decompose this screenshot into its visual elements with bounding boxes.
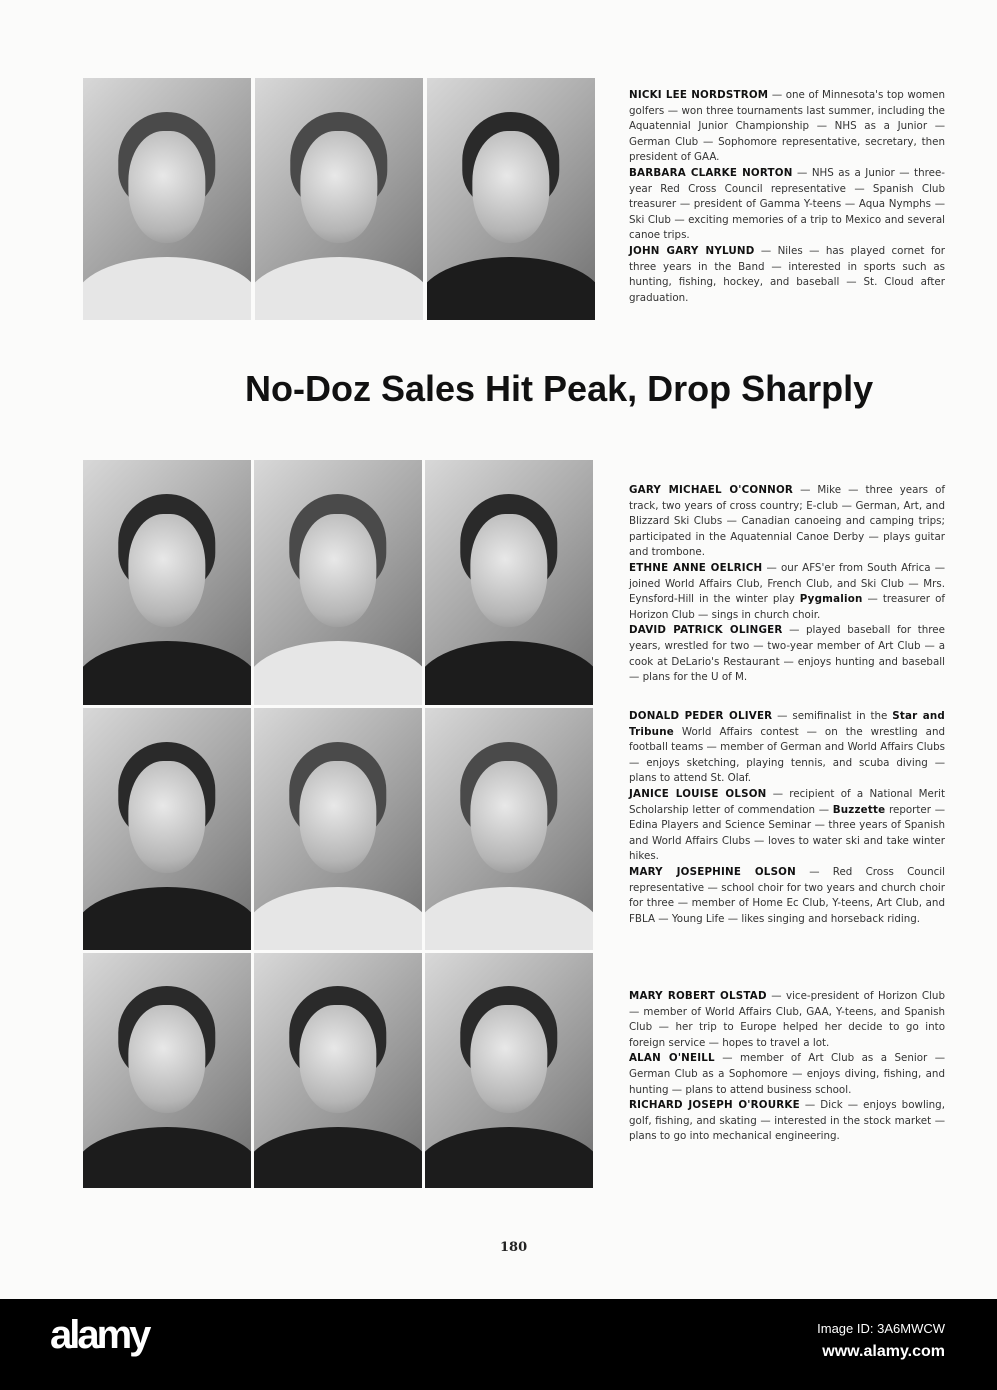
portrait-body bbox=[425, 1127, 593, 1188]
portrait-face bbox=[470, 761, 547, 872]
portrait-photo bbox=[425, 460, 593, 705]
bio-text: — treasurer of Horizon Club — sings in church choir. bbox=[629, 593, 945, 621]
student-name: ALAN O'NEILL bbox=[629, 1052, 715, 1065]
student-name: JANICE LOUISE OLSON bbox=[629, 787, 767, 800]
alamy-logo: alamy bbox=[50, 1313, 149, 1357]
portrait-photo bbox=[254, 460, 422, 705]
student-bio bbox=[629, 709, 945, 787]
student-bio bbox=[629, 1098, 945, 1145]
main-portrait-grid bbox=[83, 460, 593, 1188]
site-url: www.alamy.com bbox=[822, 1343, 945, 1360]
portrait-photo bbox=[427, 78, 595, 320]
student-bio bbox=[629, 989, 945, 1051]
portrait-body bbox=[83, 641, 251, 705]
student-bio bbox=[629, 483, 945, 561]
bio-text: — Mike — three years of track, two years of cross country; E-club — German, Art, and Blizzard Ski Clubs — Canadian canoeing and camping trips; participated in the Aquatennial Canoe Derby — plays guitar and trombone. bbox=[629, 484, 945, 559]
student-bio bbox=[629, 561, 945, 623]
bio-text: — Red Cross Council representative — school choir for two years and church choir for three — member of Home Ec Club, Y-teens, Art Club, and FBLA — Young Life — likes singing and horseback riding. bbox=[629, 865, 945, 925]
bio-text: — semifinalist in the bbox=[772, 710, 893, 722]
student-bio bbox=[629, 244, 945, 306]
portrait-photo bbox=[83, 460, 251, 705]
bio-text: — one of Minnesota's top women golfers — won three tournaments last summer, including the Aquatennial Junior Championship — NHS as a Junior — German Club — Sophomore representative, secretary, then president of GAA. bbox=[629, 89, 945, 164]
portrait-body bbox=[254, 887, 422, 950]
bio-text: — played baseball for three years, wrestled for two — two-year member of Art Club — a cook at DeLario's Restaurant — enjoys hunting and baseball — plans for the U of M. bbox=[629, 624, 945, 684]
student-bio bbox=[629, 623, 945, 685]
portrait-body bbox=[425, 641, 593, 705]
portrait-face bbox=[472, 131, 549, 242]
top-portrait-grid bbox=[83, 78, 595, 320]
bio-text: — member of Art Club as a Senior — German Club as a Sophomore — enjoys diving, fishing, and hunting — plans to attend business school. bbox=[629, 1052, 945, 1096]
bio-block bbox=[629, 709, 945, 927]
student-name: BARBARA CLARKE NORTON bbox=[629, 166, 793, 179]
portrait-face bbox=[470, 1005, 547, 1113]
bio-text: — vice-president of Horizon Club — member of World Affairs Club, GAA, Y-teens, and Spanish Club — her trip to Europe helped her decide to go into foreign service — hopes to travel a lot. bbox=[629, 990, 945, 1049]
portrait-body bbox=[427, 257, 595, 320]
bio-text: — our AFS'er from South Africa — joined World Affairs Club, French Club, and Ski Club — Mrs. Eynsford-Hill in the winter play bbox=[629, 561, 945, 606]
portrait-body bbox=[254, 641, 422, 705]
portrait-body bbox=[83, 887, 251, 950]
student-bio bbox=[629, 88, 945, 166]
watermark-footer bbox=[0, 1299, 997, 1390]
portrait-face bbox=[128, 514, 205, 627]
portrait-photo bbox=[254, 953, 422, 1188]
student-name: JOHN GARY NYLUND bbox=[629, 244, 755, 257]
bio-block bbox=[629, 88, 945, 306]
student-name: GARY MICHAEL O'CONNOR bbox=[629, 484, 794, 496]
portrait-photo bbox=[83, 78, 251, 320]
bio-emphasis: Star and Tribune bbox=[629, 710, 946, 738]
portrait-body bbox=[255, 257, 423, 320]
student-name: DONALD PEDER OLIVER bbox=[629, 710, 773, 722]
bio-text: reporter — Edina Players and Science Seminar — three years of Spanish and World Affairs Clubs — loves to water ski and take winter hikes. bbox=[629, 803, 945, 863]
portrait-photo bbox=[425, 953, 593, 1188]
portrait-photo bbox=[83, 708, 251, 950]
bio-emphasis: Pygmalion bbox=[799, 593, 863, 606]
student-name: ETHNE ANNE OELRICH bbox=[629, 561, 763, 574]
student-name: NICKI LEE NORDSTROM bbox=[629, 89, 769, 101]
portrait-body bbox=[83, 257, 251, 320]
portrait-face bbox=[470, 514, 547, 627]
portrait-body bbox=[425, 887, 593, 950]
portrait-face bbox=[300, 131, 377, 242]
portrait-face bbox=[128, 1005, 205, 1113]
bio-text: — recipient of a National Merit Scholarship letter of commendation — bbox=[629, 787, 945, 816]
portrait-photo bbox=[83, 953, 251, 1188]
bio-block bbox=[629, 989, 945, 1145]
student-name: DAVID PATRICK OLINGER bbox=[629, 624, 783, 637]
student-name: RICHARD JOSEPH O'ROURKE bbox=[629, 1099, 800, 1112]
page-number: 180 bbox=[500, 1240, 528, 1255]
portrait-face bbox=[299, 514, 376, 627]
portrait-photo bbox=[425, 708, 593, 950]
student-bio bbox=[629, 787, 945, 865]
portrait-photo bbox=[254, 708, 422, 950]
portrait-face bbox=[299, 1005, 376, 1113]
student-bio bbox=[629, 166, 945, 244]
portrait-body bbox=[83, 1127, 251, 1188]
portrait-photo bbox=[255, 78, 423, 320]
student-bio bbox=[629, 865, 945, 927]
portrait-face bbox=[299, 761, 376, 872]
portrait-face bbox=[128, 761, 205, 872]
bio-block bbox=[629, 483, 945, 686]
bio-emphasis: Buzzette bbox=[832, 803, 886, 816]
portrait-face bbox=[128, 131, 205, 242]
student-bio bbox=[629, 1051, 945, 1098]
bio-text: World Affairs contest — on the wrestling and football teams — member of German and World Affairs Clubs — enjoys sketching, playing tennis, and scuba diving — plans to attend St. Olaf. bbox=[629, 725, 945, 785]
bio-text: — Niles — has played cornet for three years in the Band — interested in sports such as hunting, fishing, hockey, and baseball — St. Cloud after graduation. bbox=[629, 244, 945, 304]
bio-text: — Dick — enjoys bowling, golf, fishing, and skating — interested in the stock market — plans to go into mechanical engineering. bbox=[629, 1099, 945, 1143]
portrait-body bbox=[254, 1127, 422, 1188]
bio-text: — NHS as a Junior — three-year Red Cross Council representative — Spanish Club treasurer — president of Gamma Y-teens — Aqua Nymphs — Ski Club — exciting memories of a trip to Mexico and several canoe trips. bbox=[629, 166, 946, 242]
student-name: MARY JOSEPHINE OLSON bbox=[629, 865, 796, 878]
student-name: MARY ROBERT OLSTAD bbox=[629, 990, 767, 1002]
image-id: Image ID: 3A6MWCW bbox=[817, 1321, 945, 1336]
page-headline: No-Doz Sales Hit Peak, Drop Sharply bbox=[245, 368, 874, 409]
